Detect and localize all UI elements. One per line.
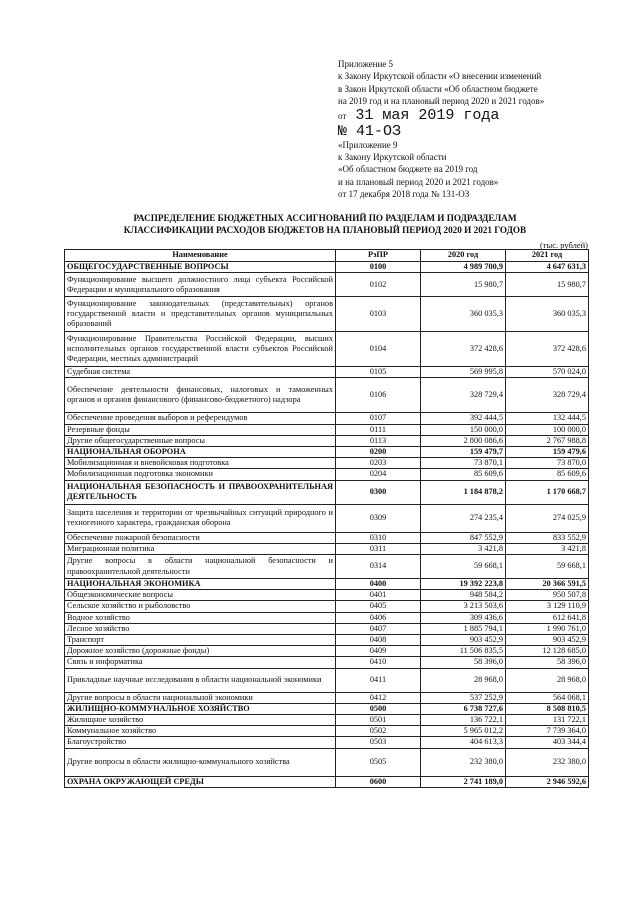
table-row <box>65 715 589 726</box>
row-name: Другие вопросы в области национальной экономики <box>65 692 336 703</box>
row-value-2021: 833 552,9 <box>506 532 589 543</box>
row-value-2020: 274 235,4 <box>421 504 506 532</box>
table-row <box>65 378 589 413</box>
row-value-2021: 4 647 631,3 <box>506 262 589 273</box>
row-value-2021: 1 170 668,7 <box>506 480 589 504</box>
row-value-2020: 948 584,2 <box>421 590 506 601</box>
row-code: 0102 <box>336 273 421 297</box>
row-value-2021: 274 025,9 <box>506 504 589 532</box>
row-name: Обеспечение проведения выборов и референдумов <box>65 413 336 424</box>
table-section-row <box>65 262 589 273</box>
row-value-2021: 950 507,8 <box>506 590 589 601</box>
row-value-2021: 2 946 592,6 <box>506 776 589 787</box>
row-code: 0310 <box>336 532 421 543</box>
table-row <box>65 726 589 737</box>
row-value-2021: 1 990 761,0 <box>506 623 589 634</box>
row-name: ЖИЛИЩНО-КОММУНАЛЬНОЕ ХОЗЯЙСТВО <box>65 703 336 714</box>
row-value-2021: 28 968,0 <box>506 668 589 692</box>
row-value-2020: 2 800 086,6 <box>421 435 506 446</box>
row-value-2021: 73 870,0 <box>506 458 589 469</box>
table-row <box>65 435 589 446</box>
row-name: Сельское хозяйство и рыболовство <box>65 601 336 612</box>
row-code: 0311 <box>336 543 421 554</box>
column-header-code: РзПР <box>336 250 421 262</box>
row-code: 0309 <box>336 504 421 532</box>
row-value-2021: 564 068,1 <box>506 692 589 703</box>
header-line: в Закон Иркутской области «Об областном бюджете <box>338 83 538 94</box>
table-row <box>65 737 589 748</box>
row-value-2021: 59 668,1 <box>506 555 589 579</box>
row-name: Другие вопросы в области жилищно-коммунального хозяйства <box>65 748 336 776</box>
row-value-2020: 3 421,8 <box>421 543 506 554</box>
document-header <box>338 58 628 201</box>
row-value-2021: 12 128 685,0 <box>506 646 589 657</box>
row-value-2020: 5 965 012,2 <box>421 726 506 737</box>
row-value-2020: 11 506 835,5 <box>421 646 506 657</box>
row-code: 0502 <box>336 726 421 737</box>
row-code: 0500 <box>336 703 421 714</box>
row-name: Прикладные научные исследования в области национальной экономики <box>65 668 336 692</box>
row-code: 0412 <box>336 692 421 703</box>
row-value-2021: 7 739 364,0 <box>506 726 589 737</box>
row-value-2020: 372 428,6 <box>421 332 506 367</box>
row-name: Функционирование высшего должностного лица субъекта Российской Федерации и муниципального образования <box>65 273 336 297</box>
row-code: 0406 <box>336 612 421 623</box>
row-code: 0111 <box>336 424 421 435</box>
row-name: Транспорт <box>65 635 336 646</box>
row-value-2021: 372 428,6 <box>506 332 589 367</box>
table-row <box>65 458 589 469</box>
column-header-name: Наименование <box>65 250 336 262</box>
row-value-2020: 19 392 223,8 <box>421 579 506 590</box>
row-name: Судебная система <box>65 367 336 378</box>
row-value-2020: 392 444,5 <box>421 413 506 424</box>
header-subline: и на плановый период 2020 и 2021 годов» <box>338 176 499 187</box>
row-value-2021: 903 452,9 <box>506 635 589 646</box>
row-value-2021: 131 722,1 <box>506 715 589 726</box>
row-value-2020: 2 741 189,0 <box>421 776 506 787</box>
column-header-2020: 2020 год <box>421 250 506 262</box>
table-row <box>65 332 589 367</box>
row-value-2021: 85 609,6 <box>506 469 589 480</box>
row-name: ОХРАНА ОКРУЖАЮЩЕЙ СРЕДЫ <box>65 776 336 787</box>
row-value-2021: 3 129 110,9 <box>506 601 589 612</box>
row-code: 0411 <box>336 668 421 692</box>
row-name: Резервные фонды <box>65 424 336 435</box>
table-row <box>65 668 589 692</box>
row-name: Жилищное хозяйство <box>65 715 336 726</box>
header-subline: «Приложение 9 <box>338 139 398 150</box>
table-row <box>65 555 589 579</box>
table-row <box>65 543 589 554</box>
number-stamp <box>338 124 628 139</box>
row-name: Другие вопросы в области национальной безопасности и правоохранительной деятельности <box>65 555 336 579</box>
row-name: Другие общегосударственные вопросы <box>65 435 336 446</box>
row-value-2020: 28 968,0 <box>421 668 506 692</box>
row-value-2021: 2 767 988,8 <box>506 435 589 446</box>
row-value-2020: 3 213 503,6 <box>421 601 506 612</box>
table-row <box>65 635 589 646</box>
row-name: Благоустройство <box>65 737 336 748</box>
document-title <box>64 212 586 236</box>
row-code: 0410 <box>336 657 421 668</box>
row-code: 0104 <box>336 332 421 367</box>
table-header-row <box>65 250 589 262</box>
header-line: Приложение 5 <box>338 59 394 69</box>
row-name: Миграционная политика <box>65 543 336 554</box>
row-value-2021: 403 344,4 <box>506 737 589 748</box>
table-row <box>65 504 589 532</box>
row-value-2020: 136 722,1 <box>421 715 506 726</box>
row-value-2021: 132 444,5 <box>506 413 589 424</box>
row-code: 0314 <box>336 555 421 579</box>
row-code: 0203 <box>336 458 421 469</box>
row-code: 0204 <box>336 469 421 480</box>
row-code: 0107 <box>336 413 421 424</box>
row-value-2020: 150 000,0 <box>421 424 506 435</box>
row-name: Дорожное хозяйство (дорожные фонды) <box>65 646 336 657</box>
row-name: Связь и информатика <box>65 657 336 668</box>
header-line: на 2019 год и на плановый период 2020 и 2021 годов» <box>338 96 545 107</box>
row-code: 0501 <box>336 715 421 726</box>
row-value-2020: 569 995,8 <box>421 367 506 378</box>
table-row <box>65 623 589 634</box>
title-line-1: РАСПРЕДЕЛЕНИЕ БЮДЖЕТНЫХ АССИГНОВАНИЙ ПО РАЗДЕЛАМ И ПОДРАЗДЕЛАМ <box>133 213 517 223</box>
table-row <box>65 646 589 657</box>
header-line: к Закону Иркутской области «О внесении изменений <box>338 71 542 82</box>
table-row <box>65 590 589 601</box>
row-value-2021: 58 396,0 <box>506 657 589 668</box>
row-value-2020: 15 980,7 <box>421 273 506 297</box>
row-name: Мобилизационная и вневойсковая подготовка <box>65 458 336 469</box>
row-name: Водное хозяйство <box>65 612 336 623</box>
row-value-2021: 15 980,7 <box>506 273 589 297</box>
row-value-2020: 903 452,9 <box>421 635 506 646</box>
row-code: 0200 <box>336 447 421 458</box>
row-value-2020: 159 479,7 <box>421 447 506 458</box>
row-code: 0505 <box>336 748 421 776</box>
stamp-number-prefix: № <box>338 122 348 140</box>
stamp-date: 31 мая 2019 года <box>355 106 500 124</box>
row-code: 0401 <box>336 590 421 601</box>
table-row <box>65 601 589 612</box>
row-code: 0408 <box>336 635 421 646</box>
row-name: Защита населения и территории от чрезвычайных ситуаций природного и техногенного характера, гражданская оборона <box>65 504 336 532</box>
row-name: ОБЩЕГОСУДАРСТВЕННЫЕ ВОПРОСЫ <box>65 262 336 273</box>
column-header-2021: 2021 год <box>506 250 589 262</box>
row-code: 0106 <box>336 378 421 413</box>
row-value-2020: 1 885 794,1 <box>421 623 506 634</box>
row-value-2020: 309 436,6 <box>421 612 506 623</box>
row-name: Коммунальное хозяйство <box>65 726 336 737</box>
table-row <box>65 612 589 623</box>
row-code: 0409 <box>336 646 421 657</box>
row-value-2020: 73 870,1 <box>421 458 506 469</box>
row-value-2020: 328 729,4 <box>421 378 506 413</box>
table-section-row <box>65 776 589 787</box>
table-row <box>65 532 589 543</box>
row-value-2021: 570 024,0 <box>506 367 589 378</box>
table-section-row <box>65 447 589 458</box>
row-name: НАЦИОНАЛЬНАЯ ЭКОНОМИКА <box>65 579 336 590</box>
table-row <box>65 273 589 297</box>
table-section-row <box>65 480 589 504</box>
row-value-2020: 404 613,3 <box>421 737 506 748</box>
row-value-2021: 100 000,0 <box>506 424 589 435</box>
row-code: 0103 <box>336 297 421 332</box>
header-subline: от 17 декабря 2018 года № 131-ОЗ <box>338 189 470 200</box>
row-name: Мобилизационная подготовка экономики <box>65 469 336 480</box>
row-value-2021: 159 479,6 <box>506 447 589 458</box>
row-name: НАЦИОНАЛЬНАЯ ОБОРОНА <box>65 447 336 458</box>
row-name: Общеэкономические вопросы <box>65 590 336 601</box>
header-subline: «Об областном бюджете на 2019 год <box>338 164 478 175</box>
row-code: 0405 <box>336 601 421 612</box>
row-value-2021: 8 508 810,5 <box>506 703 589 714</box>
row-name: Функционирование законодательных (представительных) органов государственной власти и представительных органов муниципальных образований <box>65 297 336 332</box>
table-section-row <box>65 579 589 590</box>
row-value-2020: 537 252,9 <box>421 692 506 703</box>
row-value-2021: 612 641,8 <box>506 612 589 623</box>
stamp-number: 41-ОЗ <box>356 122 402 140</box>
table-row <box>65 657 589 668</box>
unit-label: (тыс. рублей) <box>539 240 588 250</box>
row-code: 0407 <box>336 623 421 634</box>
row-code: 0503 <box>336 737 421 748</box>
table-row <box>65 297 589 332</box>
row-code: 0105 <box>336 367 421 378</box>
row-value-2020: 232 380,0 <box>421 748 506 776</box>
row-name: Лесное хозяйство <box>65 623 336 634</box>
row-value-2020: 1 184 878,2 <box>421 480 506 504</box>
table-section-row <box>65 703 589 714</box>
budget-table <box>64 249 589 788</box>
row-value-2020: 85 609,6 <box>421 469 506 480</box>
row-name: Функционирование Правительства Российской Федерации, высших исполнительных органов государственной власти субъектов Российской Федерации, местных администраций <box>65 332 336 367</box>
row-value-2020: 58 396,0 <box>421 657 506 668</box>
row-value-2021: 232 380,0 <box>506 748 589 776</box>
row-value-2021: 328 729,4 <box>506 378 589 413</box>
row-value-2020: 4 989 700,9 <box>421 262 506 273</box>
row-name: НАЦИОНАЛЬНАЯ БЕЗОПАСНОСТЬ И ПРАВООХРАНИТЕЛЬНАЯ ДЕЯТЕЛЬНОСТЬ <box>65 480 336 504</box>
row-code: 0300 <box>336 480 421 504</box>
row-code: 0113 <box>336 435 421 446</box>
row-value-2020: 59 668,1 <box>421 555 506 579</box>
row-name: Обеспечение деятельности финансовых, налоговых и таможенных органов и органов финансового (финансово-бюджетного) надзора <box>65 378 336 413</box>
table-row <box>65 692 589 703</box>
row-value-2020: 6 738 727,6 <box>421 703 506 714</box>
table-row <box>65 413 589 424</box>
row-value-2021: 20 366 591,5 <box>506 579 589 590</box>
header-subline: к Закону Иркутской области <box>338 152 447 163</box>
row-value-2021: 360 035,3 <box>506 297 589 332</box>
date-stamp <box>338 108 628 124</box>
row-code: 0600 <box>336 776 421 787</box>
table-row <box>65 367 589 378</box>
row-value-2021: 3 421,8 <box>506 543 589 554</box>
table-body <box>65 262 589 788</box>
title-line-2: КЛАССИФИКАЦИИ РАСХОДОВ БЮДЖЕТОВ НА ПЛАНОВЫЙ ПЕРИОД 2020 И 2021 ГОДОВ <box>123 225 527 235</box>
table-row <box>65 748 589 776</box>
table-row <box>65 469 589 480</box>
row-value-2020: 847 552,9 <box>421 532 506 543</box>
row-value-2020: 360 035,3 <box>421 297 506 332</box>
table-row <box>65 424 589 435</box>
row-code: 0400 <box>336 579 421 590</box>
row-name: Обеспечение пожарной безопасности <box>65 532 336 543</box>
stamp-date-prefix: от <box>338 110 347 121</box>
row-code: 0100 <box>336 262 421 273</box>
